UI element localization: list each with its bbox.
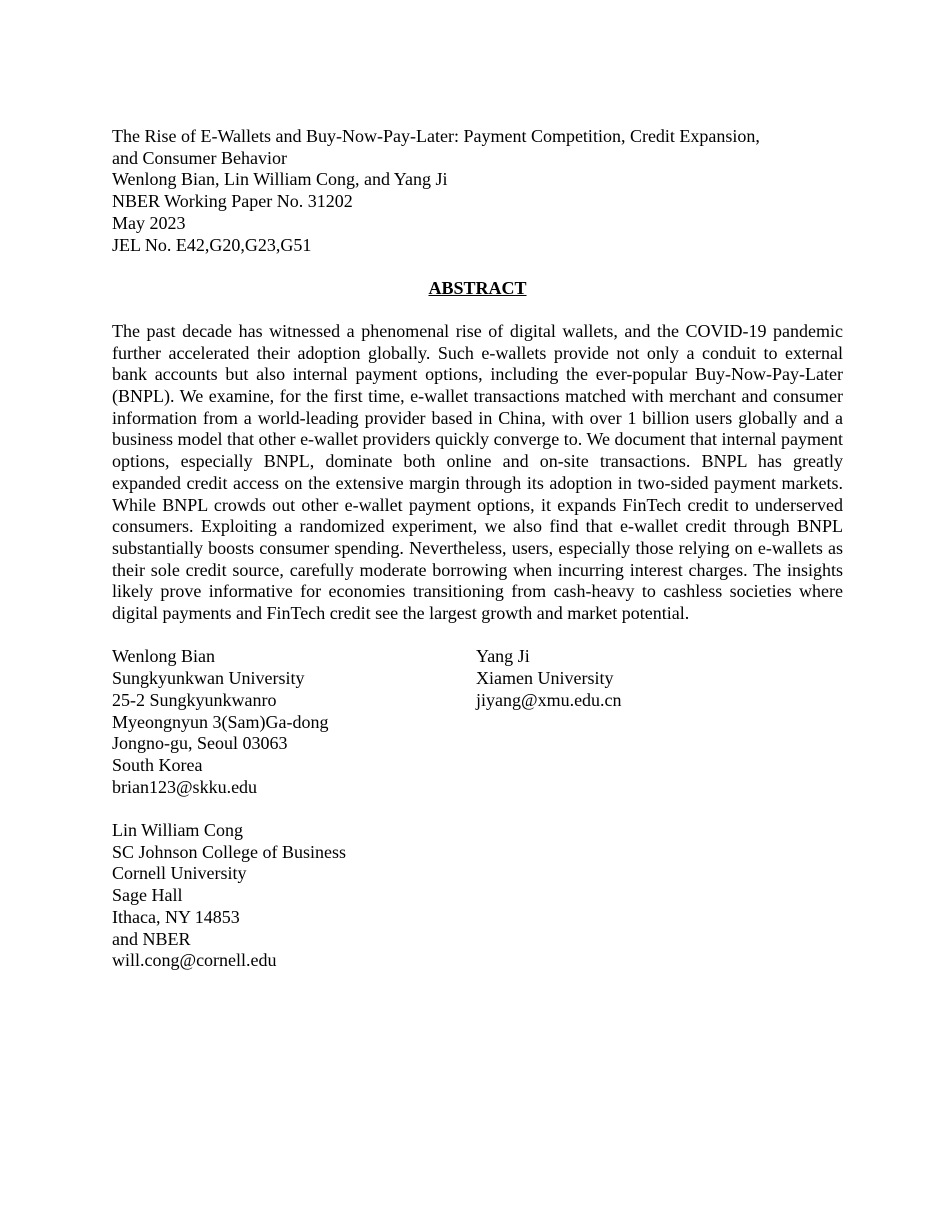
author-affiliation: Sungkyunkwan University [112, 668, 305, 689]
author-email: brian123@skku.edu [112, 776, 258, 797]
paper-header [112, 126, 843, 256]
author-affiliation: Xiamen University [476, 668, 614, 689]
author-address-line: Sage Hall [112, 885, 183, 906]
paper-page [112, 126, 843, 972]
author-spacer [112, 798, 475, 820]
author-address-line: Ithaca, NY 14853 [112, 906, 240, 927]
author-affiliation: and NBER [112, 928, 191, 949]
abstract-body: The past decade has witnessed a phenomenal rise of digital wallets, and the COVID-19 pandemic further accelerated their adoption globally. Such e-wallets provide not only a conduit to external bank accounts but also internal payment options, including the ever-popular Buy-Now-Pay-Later (BNPL). We examine, for the first time, e-wallet transactions matched with merchant and consumer information from a world-leading provider based in China, with over 1 billion users globally and a business model that other e-wallet providers quickly converge to. We document that internal payment options, especially BNPL, dominate both online and on-site transactions. BNPL has greatly expanded credit access on the extensive margin through its adoption in two-sided payment markets. While BNPL crowds out other e-wallet payment options, it expands FinTech credit to underserved consumers. Exploiting a randomized experiment, we also find that e-wallet credit through BNPL substantially boosts consumer spending. Nevertheless, users, especially those relying on e-wallets as their sole credit source, carefully moderate borrowing when incurring interest charges. The insights likely prove informative for economies transitioning from cash-heavy to cashless societies where digital payments and FinTech credit see the largest growth and market potential. [112, 320, 843, 624]
author-name: Wenlong Bian [112, 646, 216, 667]
paper-title-line-1: The Rise of E-Wallets and Buy-Now-Pay-Later: Payment Competition, Credit Expansion, [112, 126, 760, 146]
author-block-bian [112, 646, 475, 798]
paper-date: May 2023 [112, 212, 186, 233]
author-address-line: Jongno-gu, Seoul 03063 [112, 733, 288, 754]
author-affiliation: Cornell University [112, 863, 247, 884]
paper-authors-line: Wenlong Bian, Lin William Cong, and Yang Ji [112, 169, 448, 190]
author-name: Lin William Cong [112, 820, 243, 841]
paper-series: NBER Working Paper No. 31202 [112, 191, 353, 212]
author-block-ji [476, 646, 622, 711]
author-email: jiyang@xmu.edu.cn [476, 689, 622, 710]
author-address-line: 25-2 Sungkyunkwanro [112, 689, 277, 710]
paper-jel: JEL No. E42,G20,G23,G51 [112, 234, 312, 255]
author-affiliation: SC Johnson College of Business [112, 841, 347, 862]
author-address-line: Myeongnyun 3(Sam)Ga-dong [112, 711, 329, 732]
author-block-cong [112, 820, 475, 972]
author-email: will.cong@cornell.edu [112, 950, 277, 971]
author-country: South Korea [112, 754, 203, 775]
author-name: Yang Ji [476, 646, 530, 667]
abstract-heading: ABSTRACT [428, 278, 527, 299]
paper-title-line-2: and Consumer Behavior [112, 147, 287, 168]
author-addresses [112, 646, 843, 972]
author-column-left [112, 646, 475, 972]
